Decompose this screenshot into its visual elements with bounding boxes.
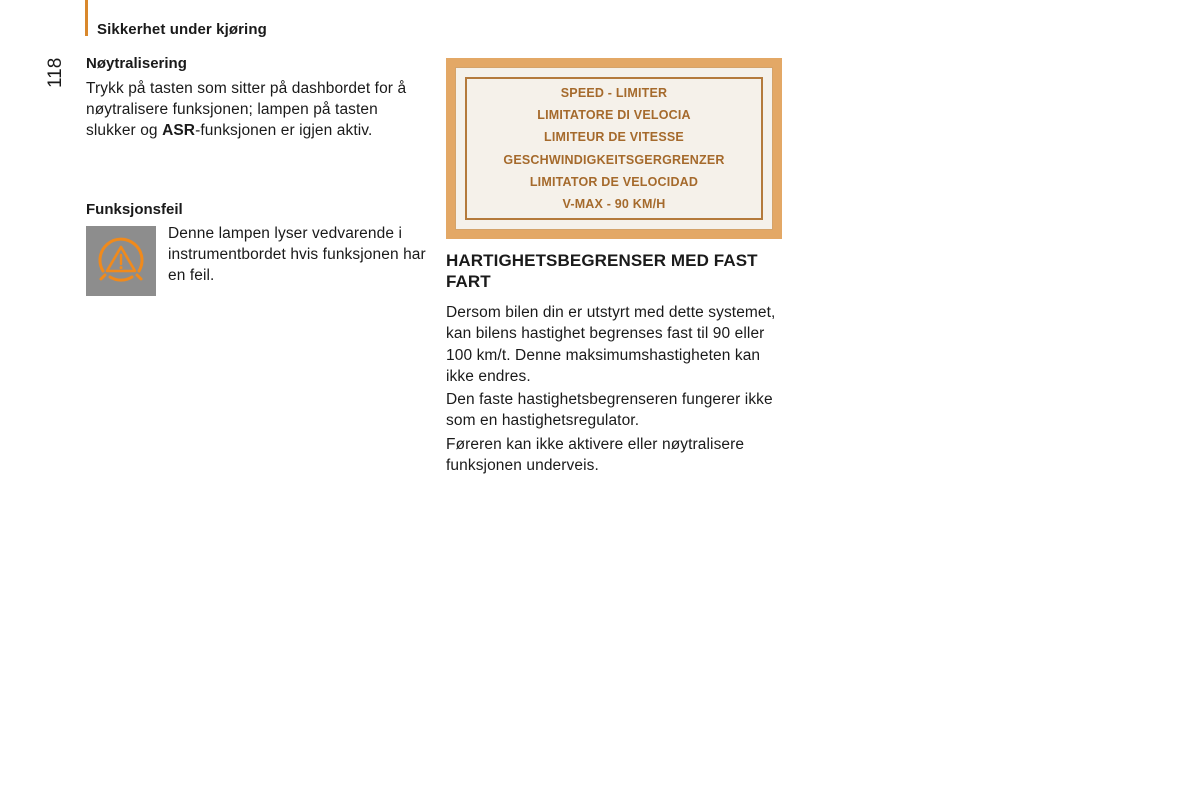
fault-row xyxy=(86,226,426,296)
label-inner xyxy=(455,67,773,230)
neutralizing-text-end: -funksjonen er igjen aktiv. xyxy=(195,122,373,139)
label-line: GESCHWINDIGKEITSGERGRENZER xyxy=(503,152,725,167)
neutralizing-text-start: Trykk på tasten som sitter på dashbordet for å nøytralisere funksjonen; lampen på tasten slukker og xyxy=(86,80,407,139)
label-frame xyxy=(465,77,763,220)
fixed-limiter-title: HARTIGHETSBEGRENSER MED FAST FART xyxy=(446,251,758,291)
neutralizing-heading: Nøytralisering xyxy=(86,55,187,72)
fault-section xyxy=(86,200,426,296)
label-line: V-MAX - 90 KM/H xyxy=(562,197,666,212)
neutralizing-section xyxy=(86,54,426,141)
page-number: 118 xyxy=(45,57,66,89)
header-accent-bar xyxy=(85,0,88,36)
fixed-limiter-paragraph: Dersom bilen din er utstyrt med dette systemet, kan bilens hastighet begrenses fast til 90 eller 100 km/t. Denne maksimumshastigheten kan ikke endres. xyxy=(446,304,776,385)
neutralizing-text xyxy=(86,78,426,141)
label-line: LIMITATORE DI VELOCIA xyxy=(537,107,691,122)
label-line: LIMITATOR DE VELOCIDAD xyxy=(529,174,699,189)
fault-text: Denne lampen lyser vedvarende i instrumentbordet hvis funksjonen har en feil. xyxy=(168,225,426,284)
label-line: SPEED - LIMITER xyxy=(560,85,668,100)
fault-heading: Funksjonsfeil xyxy=(86,201,183,218)
fixed-limiter-section xyxy=(446,250,786,476)
warning-lamp-icon xyxy=(86,226,156,296)
section-header: Sikkerhet under kjøring xyxy=(97,21,267,38)
fixed-limiter-paragraph: Føreren kan ikke aktivere eller nøytralisere funksjonen underveis. xyxy=(446,435,745,475)
label-line: LIMITEUR DE VITESSE xyxy=(544,130,684,145)
speed-limiter-label-image xyxy=(446,58,782,239)
warning-lamp-icon-graphic xyxy=(93,233,149,289)
asr-term: ASR xyxy=(162,122,196,139)
fixed-limiter-paragraph: Den faste hastighetsbegrenseren fungerer ikke som en hastighetsregulator. xyxy=(446,391,773,430)
